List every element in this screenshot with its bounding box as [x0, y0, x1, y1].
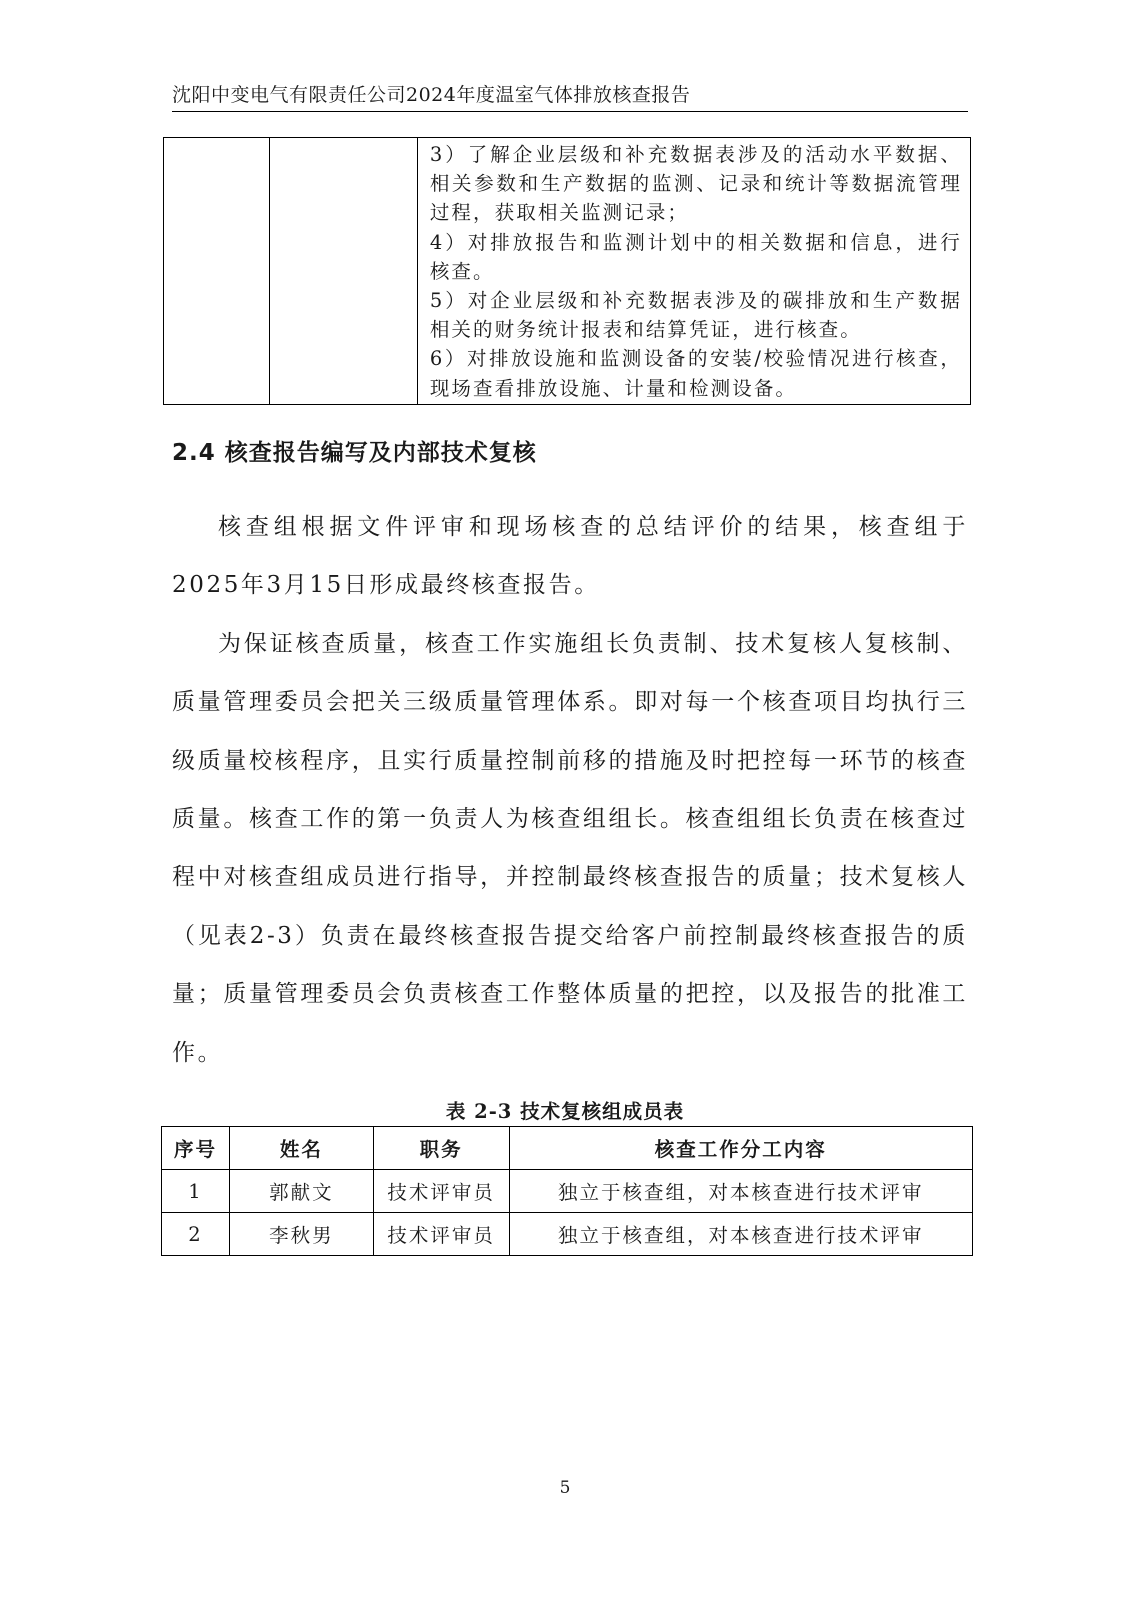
empty-cell [164, 138, 270, 405]
empty-cell [269, 138, 417, 405]
table-row [162, 1170, 973, 1213]
section-body [172, 498, 968, 1082]
table-cell: 郭献文 [229, 1170, 373, 1213]
paragraph: 核查组根据文件评审和现场核查的总结评价的结果，核查组于2025年3月15日形成最终核查报告。 [172, 514, 968, 599]
procedure-step: 5）对企业层级和补充数据表涉及的碳排放和生产数据相关的财务统计报表和结算凭证，进行核查。 [429, 289, 962, 342]
column-header: 序号 [162, 1127, 230, 1170]
paragraph: 为保证核查质量，核查工作实施组长负责制、技术复核人复核制、质量管理委员会把关三级质量管理体系。即对每一个核查项目均执行三级质量校核程序，且实行质量控制前移的措施及时把控每一环节的核查质量。核查工作的第一负责人为核查组组长。核查组组长负责在核查过程中对核查组成员进行指导，并控制最终核查报告的质量；技术复核人（见表2-3）负责在最终核查报告提交给客户前控制最终核查报告的质量；质量管理委员会负责核查工作整体质量的把控，以及报告的批准工作。 [172, 630, 968, 1066]
page-header: 沈阳中变电气有限责任公司2024年度温室气体排放核查报告 [172, 80, 968, 112]
procedure-steps-cell [417, 138, 970, 405]
page-number: 5 [559, 1478, 571, 1498]
table-cell: 技术评审员 [373, 1170, 509, 1213]
technical-review-team-table [161, 1126, 973, 1256]
procedure-table-continued [163, 137, 971, 405]
table-cell: 独立于核查组，对本核查进行技术评审 [509, 1170, 972, 1213]
procedure-step: 4）对排放报告和监测计划中的相关数据和信息，进行核查。 [429, 230, 962, 283]
table-caption: 表 2-3 技术复核组成员表 [445, 1100, 685, 1123]
table-header-row [162, 1127, 973, 1170]
table-cell: 李秋男 [229, 1213, 373, 1256]
table-cell: 独立于核查组，对本核查进行技术评审 [509, 1213, 972, 1256]
procedure-step: 3）了解企业层级和补充数据表涉及的活动水平数据、相关参数和生产数据的监测、记录和统计等数据流管理过程，获取相关监测记录； [429, 143, 962, 225]
column-header: 姓名 [229, 1127, 373, 1170]
table-cell: 2 [162, 1213, 230, 1256]
column-header: 核查工作分工内容 [509, 1127, 972, 1170]
table-row [164, 138, 971, 405]
table-row [162, 1213, 973, 1256]
table-cell: 1 [162, 1170, 230, 1213]
table-cell: 技术评审员 [373, 1213, 509, 1256]
column-header: 职务 [373, 1127, 509, 1170]
section-heading: 2.4 核查报告编写及内部技术复核 [172, 440, 537, 466]
procedure-step: 6）对排放设施和监测设备的安装/校验情况进行核查，现场查看排放设施、计量和检测设备。 [429, 347, 962, 400]
